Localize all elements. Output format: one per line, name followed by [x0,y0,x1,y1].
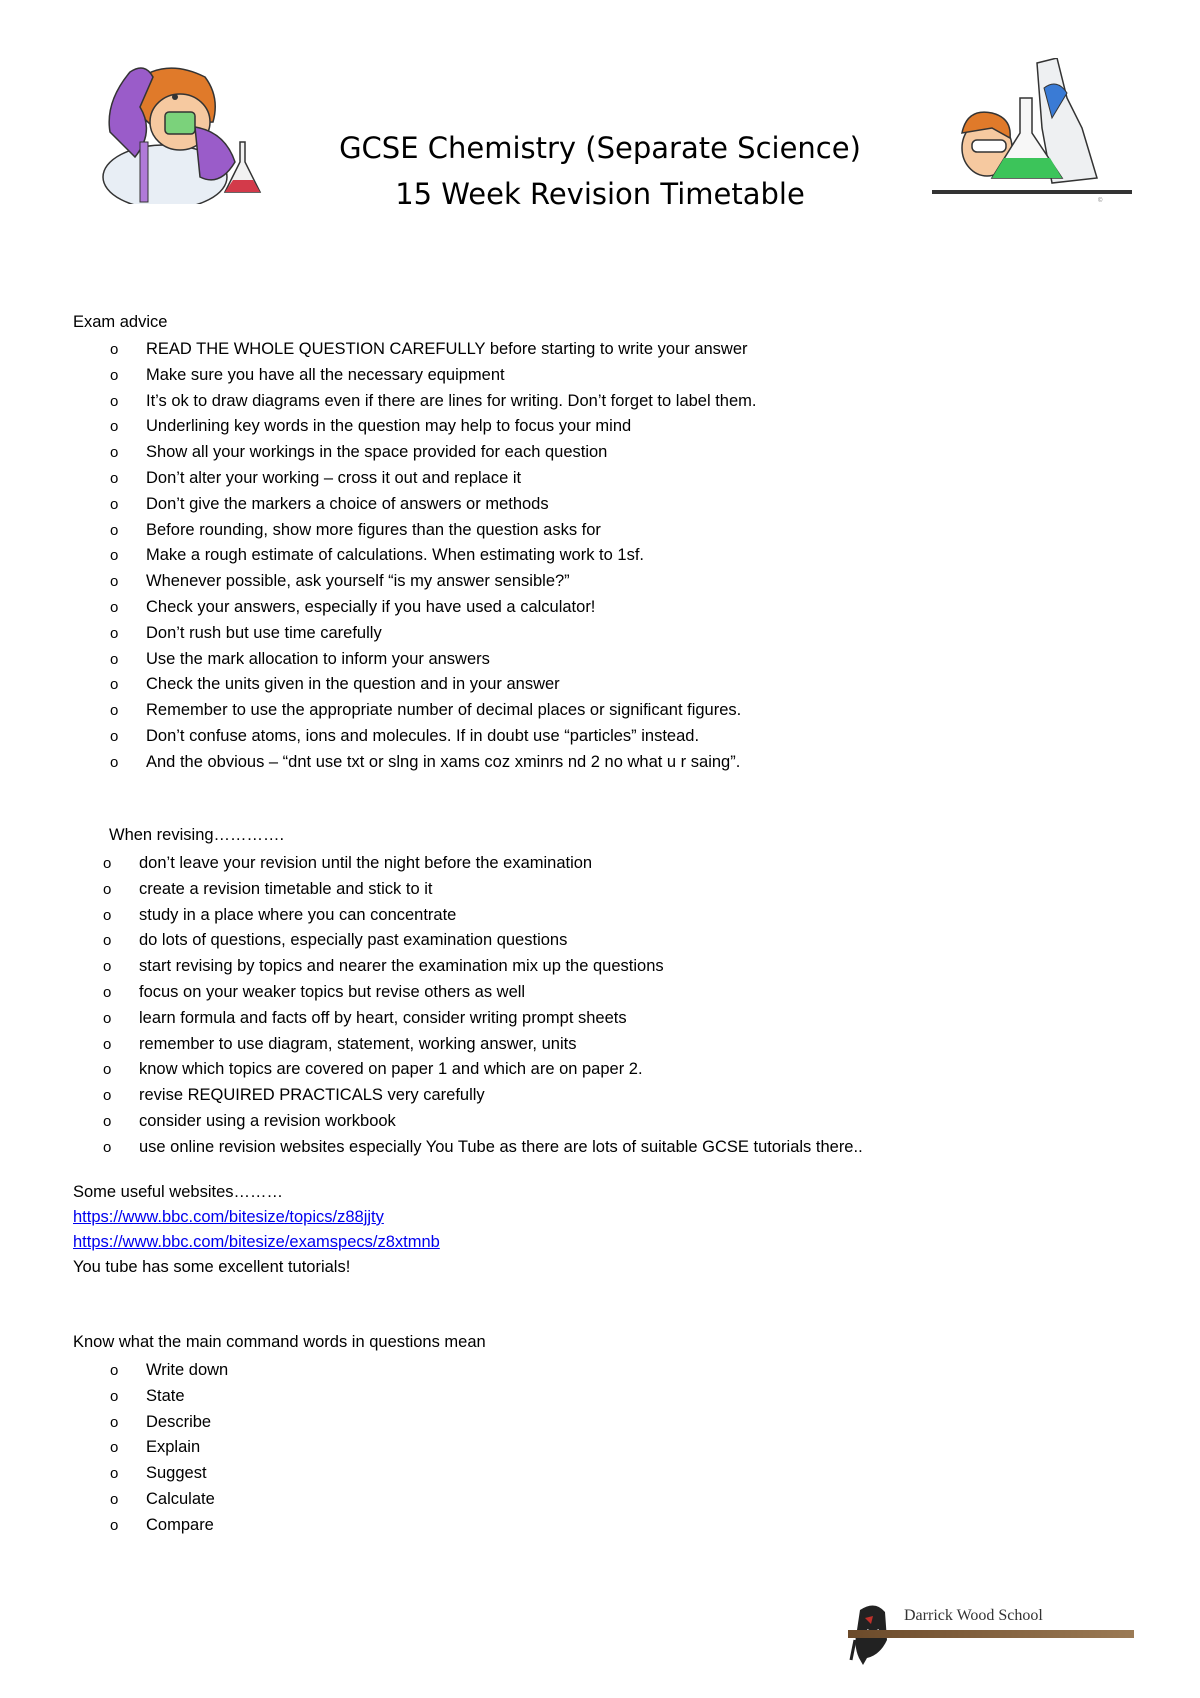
list-item: o consider using a revision workbook [103,1109,863,1135]
list-item: o focus on your weaker topics but revise others as well [103,980,863,1006]
list-item: o know which topics are covered on paper 1 and which are on paper 2. [103,1057,863,1083]
bullet-icon: o [103,983,112,1001]
websites-heading: Some useful websites……… [73,1183,283,1201]
bullet-icon: o [110,598,119,616]
clipart-credit: © [1098,198,1103,204]
exam-advice-heading: Exam advice [73,313,168,331]
school-name: Darrick Wood School [904,1607,1043,1624]
bitesize-examspecs-link[interactable]: https://www.bbc.com/bitesize/examspecs/z8xtmnb [73,1233,440,1251]
title-line-2: 15 Week Revision Timetable [395,177,805,211]
list-item: o Show all your workings in the space provided for each question [110,440,756,466]
bullet-icon: o [110,366,119,384]
bullet-icon: o [103,1009,112,1027]
list-item: o do lots of questions, especially past examination questions [103,928,863,954]
list-item: o And the obvious – “dnt use txt or slng in xams coz xminrs nd 2 no what u r saing”. [110,750,756,776]
list-item: o Underlining key words in the question may help to focus your mind [110,414,756,440]
list-item: o State [110,1384,228,1410]
list-item: o Calculate [110,1487,228,1513]
bullet-icon: o [110,1490,119,1508]
bullet-icon: o [110,1362,119,1379]
bullet-icon: o [103,1087,112,1105]
list-item: o don’t leave your revision until the night before the examination [103,851,863,877]
list-item: o Suggest [110,1461,228,1487]
list-item: o create a revision timetable and stick to it [103,877,863,903]
list-item: o remember to use diagram, statement, working answer, units [103,1032,863,1058]
list-item: o start revising by topics and nearer the examination mix up the questions [103,954,863,980]
scientist-clipart-left [95,62,285,204]
list-item: o use online revision websites especially You Tube as there are lots of suitable GCSE tutorials there.. [103,1135,863,1161]
bullet-icon: o [103,1138,112,1156]
bullet-icon: o [110,1413,119,1431]
bullet-icon: o [110,1465,119,1483]
bullet-icon: o [110,444,119,462]
list-item: o Don’t alter your working – cross it out and replace it [110,466,756,492]
list-item: o Don’t confuse atoms, ions and molecules. If in doubt use “particles” instead. [110,724,756,750]
list-item: o learn formula and facts off by heart, consider writing prompt sheets [103,1006,863,1032]
bullet-icon: o [103,1112,112,1130]
bullet-icon: o [103,1061,112,1079]
title-line-1: GCSE Chemistry (Separate Science) [339,131,861,165]
bullet-icon: o [103,906,112,924]
list-item: o study in a place where you can concentrate [103,903,863,929]
bullet-icon: o [110,573,119,591]
list-item: o Describe [110,1410,228,1436]
bullet-icon: o [103,1035,112,1053]
bullet-icon: o [110,624,119,642]
bullet-icon: o [110,1439,119,1457]
list-item: o Whenever possible, ask yourself “is my answer sensible?” [110,569,756,595]
bullet-icon: o [103,855,112,872]
list-item: o Use the mark allocation to inform your answers [110,647,756,673]
page-title [300,125,900,217]
list-item: o Check your answers, especially if you have used a calculator! [110,595,756,621]
bullet-icon: o [110,341,119,358]
scientist-clipart-right [932,58,1132,206]
list-item: o It’s ok to draw diagrams even if there are lines for writing. Don’t forget to label them. [110,389,756,415]
list-item: o Don’t rush but use time carefully [110,621,756,647]
list-item: o Compare [110,1513,228,1539]
logo-divider [848,1630,1134,1638]
bullet-icon: o [110,392,119,410]
list-item: o Check the units given in the question and in your answer [110,672,756,698]
bullet-icon: o [110,1387,119,1405]
bullet-icon: o [110,650,119,668]
bullet-icon: o [110,495,119,513]
bullet-icon: o [103,932,112,950]
list-item: o Explain [110,1435,228,1461]
list-item: o Don’t give the markers a choice of answers or methods [110,492,756,518]
bullet-icon: o [110,521,119,539]
exam-advice-list [110,337,756,776]
bullet-icon: o [110,469,119,487]
list-item: o READ THE WHOLE QUESTION CAREFULLY before starting to write your answer [110,337,756,363]
bullet-icon: o [110,1516,119,1534]
command-words-list [110,1358,228,1539]
bullet-icon: o [103,958,112,976]
list-item: o Write down [110,1358,228,1384]
bullet-icon: o [110,702,119,720]
bullet-icon: o [103,880,112,898]
list-item: o revise REQUIRED PRACTICALS very carefully [103,1083,863,1109]
revising-heading: When revising…………. [109,826,285,844]
list-item: o Make a rough estimate of calculations. When estimating work to 1sf. [110,543,756,569]
bullet-icon: o [110,418,119,436]
bullet-icon: o [110,727,119,745]
list-item: o Make sure you have all the necessary equipment [110,363,756,389]
bitesize-topics-link[interactable]: https://www.bbc.com/bitesize/topics/z88jjty [73,1208,384,1226]
bullet-icon: o [110,753,119,771]
youtube-note: You tube has some excellent tutorials! [73,1258,351,1276]
bullet-icon: o [110,547,119,565]
command-words-heading: Know what the main command words in questions mean [73,1333,486,1351]
revising-list [103,851,863,1161]
list-item: o Remember to use the appropriate number of decimal places or significant figures. [110,698,756,724]
bullet-icon: o [110,676,119,694]
list-item: o Before rounding, show more figures than the question asks for [110,518,756,544]
